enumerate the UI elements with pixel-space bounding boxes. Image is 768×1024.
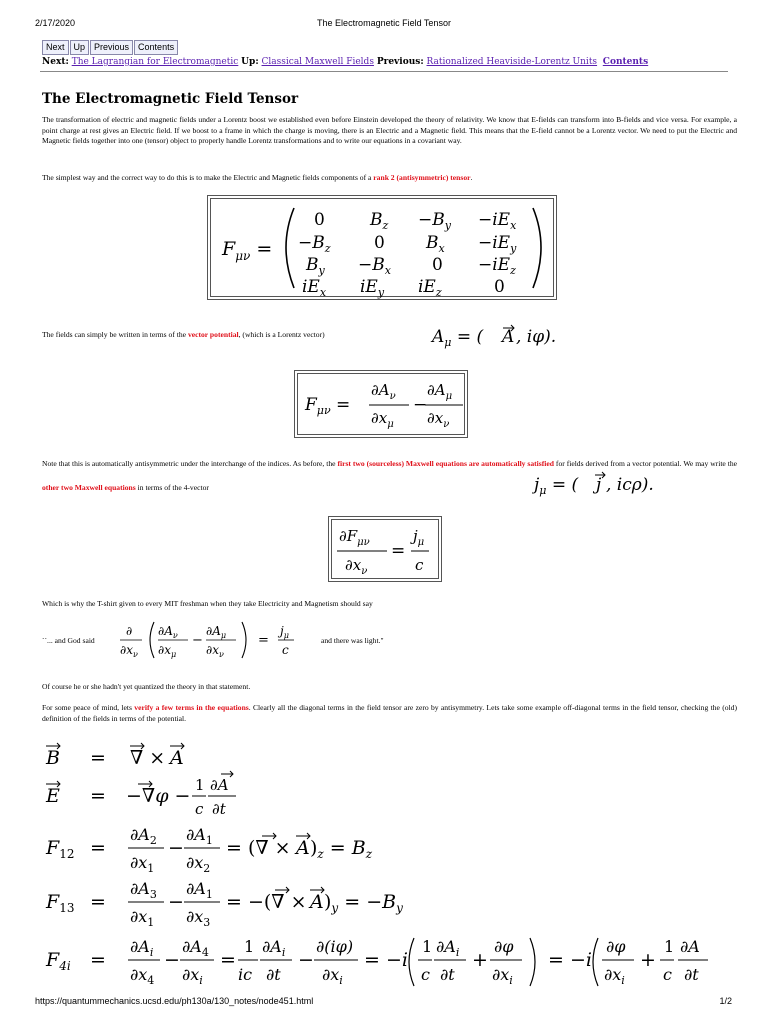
svg-text:A: A [310, 891, 324, 913]
svg-text:)y = −By: )$_y = -B_y$ [324, 891, 403, 915]
svg-text:−: − [298, 949, 314, 971]
svg-text:Fμν =: $F_{\mu\nu}$ = [222, 238, 273, 263]
god-said-equation [118, 618, 318, 662]
god-said-prefix: ``... and God said [42, 636, 95, 645]
svg-text:∂xi: $\partial x_i$ [322, 965, 343, 987]
svg-text:)z = Bz: )$_z = B_z$ [310, 837, 373, 861]
svg-text:c: c [282, 643, 289, 657]
four-current-equation [532, 470, 682, 500]
previous-link[interactable]: Rationalized Heaviside-Lorentz Units [426, 57, 598, 67]
svg-text:∂Ai: $\partial A_i$ [130, 937, 154, 959]
svg-text:= −i: = −i [548, 949, 592, 971]
svg-text:iEy: $iE_y$ [360, 277, 385, 299]
page-title: The Electromagnetic Field Tensor [42, 91, 299, 107]
svg-text:∂A1: $\partial A_1$ [186, 879, 213, 901]
page-number: 1/2 [719, 996, 732, 1006]
svg-text:=: = [220, 949, 236, 971]
peace-of-mind-paragraph: For some peace of mind, lets verify a few terms in the equations. Clearly all the diagonal terms in the field tensor are zero by antisymmetry. Lets take some example off-diagonal terms in the field tensor, checking the (old) definition of the fields in terms of the potential. [42, 703, 737, 723]
tshirt-paragraph: Which is why the T-shirt given to every MIT freshman when they take Electricity and Magnetism should say [42, 599, 373, 608]
svg-text:Bz: $B_z$ [370, 210, 389, 232]
svg-text:=: = [391, 541, 406, 561]
svg-text:Aμ = (: $A_\mu$ = ( [432, 327, 484, 349]
svg-text:∂Ai: $\partial A_i$ [436, 937, 460, 959]
svg-text:−Bx: $-B_x$ [358, 255, 391, 277]
vector-potential-highlight: vector potential [187, 330, 239, 339]
svg-text:∂x2: $\partial x_2$ [186, 853, 211, 875]
svg-text:0: 0 [314, 210, 325, 230]
svg-text:−By: $-B_y$ [418, 210, 451, 232]
svg-text:0: 0 [494, 277, 505, 297]
svg-text:∂x3: $\partial x_3$ [186, 907, 211, 929]
svg-text:+: + [640, 949, 656, 971]
nav-links: Next: The Lagrangian for Electromagnetic Up: Classical Maxwell Fields Previous: Rationalized Heaviside-Lorentz Units Contents [42, 57, 649, 67]
svg-text:c: c [421, 965, 430, 984]
god-said-suffix: and there was light." [321, 636, 384, 645]
maxwell-inhomogeneous-equation [328, 516, 442, 582]
field-tensor-matrix-equation [207, 195, 557, 300]
svg-text:∂xν: $\partial x_\nu$ [427, 409, 450, 430]
svg-text:∇ ×: ∇ × [130, 747, 166, 769]
contents-link[interactable]: Contents [602, 57, 649, 67]
up-link[interactable]: Classical Maxwell Fields [261, 57, 374, 67]
svg-text:∂t: ∂t [212, 800, 226, 818]
vector-potential-equation [430, 320, 560, 350]
svg-text:∂t: ∂t [684, 965, 699, 984]
svg-text:∂xν: $\partial x_\nu$ [120, 643, 138, 659]
svg-text:∂φ: ∂φ [606, 937, 626, 956]
svg-text:A: A [296, 837, 310, 859]
svg-text:∂xi: $\partial x_i$ [182, 965, 203, 987]
svg-text:∂(iφ): ∂(iφ) [316, 937, 354, 956]
svg-text:=: = [90, 949, 106, 971]
f13-derivation [45, 879, 403, 929]
svg-text:jμ: $j_\mu$ [280, 624, 289, 640]
electric-field-definition [45, 771, 236, 818]
svg-text:−: − [164, 949, 180, 971]
svg-text:, icρ).: , icρ). [606, 475, 654, 495]
svg-text:∂A1: $\partial A_1$ [186, 825, 213, 847]
svg-text:∂Aμ: $\partial A_\mu$ [206, 624, 227, 640]
svg-text:c: c [663, 965, 672, 984]
svg-text:∂xi: $\partial x_i$ [604, 965, 625, 987]
svg-text:∂A: ∂A [210, 776, 229, 794]
svg-text:∂Aν: $\partial A_\nu$ [371, 381, 396, 402]
svg-text:jμ: $j_\mu$ [413, 527, 425, 548]
print-title: The Electromagnetic Field Tensor [317, 18, 451, 28]
svg-text:A: A [170, 747, 184, 769]
svg-text:F12: $F_{12}$ [46, 837, 75, 861]
svg-text:iEx: $iE_x$ [302, 277, 327, 299]
svg-text:= −(∇ ×: = −(∇ × [226, 891, 307, 913]
svg-text:∂: ∂ [126, 624, 133, 638]
svg-text:ic: ic [238, 965, 253, 984]
page-url: https://quantummechanics.ucsd.edu/ph130a/130_notes/node451.html [35, 996, 314, 1006]
svg-text:E: E [46, 785, 60, 807]
print-date: 2/17/2020 [35, 18, 76, 28]
field-derivation-equations [40, 738, 740, 988]
svg-text:∂A: ∂A [680, 937, 700, 956]
svg-text:∂Aν: $\partial A_\nu$ [158, 624, 178, 640]
svg-text:= (∇ ×: = (∇ × [226, 837, 291, 859]
vector-potential-paragraph: The fields can simply be written in terms of the vector potential, (which is a Lorentz vector) [42, 330, 325, 339]
svg-text:∂x1: $\partial x_1$ [130, 853, 155, 875]
svg-text:∂t: ∂t [440, 965, 455, 984]
svg-text:∂A4: $\partial A_4$ [182, 937, 209, 959]
svg-text:−: − [168, 837, 184, 859]
magnetic-field-definition [45, 743, 184, 769]
svg-text:∂x4: $\partial x_4$ [130, 965, 155, 987]
verify-terms-highlight: verify a few terms in the equations [134, 703, 249, 712]
svg-text:−iEz: $-iE_z$ [478, 255, 516, 277]
svg-text:∂xν: $\partial x_\nu$ [345, 556, 368, 577]
svg-text:∂xi: $\partial x_i$ [492, 965, 513, 987]
svg-text:F13: $F_{13}$ [46, 891, 75, 915]
svg-text:Fμν =: $F_{\mu\nu}$ = [305, 395, 351, 417]
svg-text:∂Aμ: $\partial A_\mu$ [427, 381, 453, 402]
nav-buttons [42, 40, 178, 55]
tensor-intro-paragraph: The simplest way and the correct way to do this is to make the Electric and Magnetic fields components of a rank 2 (antisymmetric) tensor. [42, 173, 473, 182]
svg-text:∂φ: ∂φ [494, 937, 514, 956]
svg-text:, iφ).: , iφ). [516, 327, 557, 347]
previous-label: Previous [376, 57, 421, 67]
svg-text:∂x1: $\partial x_1$ [130, 907, 155, 929]
svg-text:c: c [415, 556, 424, 574]
svg-text:0: 0 [432, 255, 443, 275]
field-from-potential-equation [294, 370, 468, 438]
svg-text:1: 1 [664, 937, 675, 956]
svg-text:By: $B_y$ [306, 255, 325, 277]
svg-text:∂A2: $\partial A_2$ [130, 825, 157, 847]
svg-text:+: + [472, 949, 488, 971]
divider [40, 71, 728, 72]
svg-text:−iEy: $-iE_y$ [478, 233, 517, 255]
svg-text:=: = [90, 837, 106, 859]
svg-text:j: j [596, 475, 602, 495]
svg-text:∂Ai: $\partial A_i$ [262, 937, 286, 959]
svg-text:F4i: $F_{4i}$ [46, 949, 71, 973]
svg-text:=: = [90, 785, 106, 807]
svg-text:A: A [502, 327, 515, 347]
svg-text:jμ = (: $j_\mu$ = ( [534, 475, 579, 497]
next-link[interactable]: The Lagrangian for Electromagnetic [71, 57, 239, 67]
svg-text:iEz: $iE_z$ [418, 277, 442, 299]
up-label: Up [241, 57, 256, 67]
svg-text:Bx: $B_x$ [426, 233, 445, 255]
up-button[interactable]: Up [70, 40, 90, 55]
svg-text:=: = [90, 747, 106, 769]
svg-text:∂A3: $\partial A_3$ [130, 879, 157, 901]
rank2-tensor-highlight: rank 2 (antisymmetric) tensor [373, 173, 471, 182]
svg-text:−Bz: $-B_z$ [298, 233, 331, 255]
previous-button[interactable]: Previous [90, 40, 133, 55]
quantized-paragraph: Of course he or she hadn't yet quantized the theory in that statement. [42, 682, 251, 691]
svg-text:c: c [195, 800, 204, 818]
antisymmetric-paragraph: Note that this is automatically antisymmetric under the interchange of the indices. As before, the first two (sourceless) Maxwell equations are automatically satisfied for fields derived from a vector potential. We may write the other two Maxwell equations in terms of the 4-vector [42, 459, 738, 492]
svg-text:1: 1 [422, 937, 433, 956]
svg-text:=: = [258, 633, 269, 648]
svg-text:−: − [168, 891, 184, 913]
svg-text:1: 1 [195, 776, 205, 794]
f4i-derivation [45, 937, 708, 987]
svg-text:0: 0 [374, 233, 385, 253]
next-button[interactable]: Next [42, 40, 69, 55]
svg-text:1: 1 [244, 937, 255, 956]
maxwell-other-two-highlight: other two Maxwell equations [42, 483, 136, 492]
intro-paragraph: The transformation of electric and magnetic fields under a Lorentz boost we established even before Einstein developed the theory of relativity. We know that E-fields can transform into B-fields and vice versa. For example, a point charge at rest gives an Electric field. If we boost to a frame in which the charge is moving, there is an Electric and a Magnetic field. This means that the E-field cannot be a Lorentz vector. We need to put the Electric and Magnetic fields together into one (tensor) object to properly handle Lorentz transformations and to write our equations in a covariant way. [42, 115, 737, 145]
svg-text:−iEx: $-iE_x$ [478, 210, 517, 232]
svg-text:B: B [46, 747, 60, 769]
svg-text:= −i: = −i [364, 949, 408, 971]
svg-text:∂xμ: $\partial x_\mu$ [158, 643, 177, 659]
svg-text:−: − [192, 633, 203, 648]
svg-text:∂Fμν: $\partial F_{\mu\nu}$ [339, 527, 370, 548]
f12-derivation [45, 825, 373, 875]
svg-text:∂xμ: $\partial x_\mu$ [371, 409, 394, 430]
contents-button[interactable]: Contents [134, 40, 178, 55]
svg-text:=: = [90, 891, 106, 913]
svg-text:∂t: ∂t [266, 965, 281, 984]
svg-text:∂xν: $\partial x_\nu$ [206, 643, 224, 659]
svg-text:−: − [413, 395, 428, 415]
maxwell-first-two-highlight: first two (sourceless) Maxwell equations are automatically satisfied [337, 459, 554, 468]
next-label: Next [42, 57, 66, 67]
svg-text:−∇φ −: −∇φ − [126, 785, 191, 807]
